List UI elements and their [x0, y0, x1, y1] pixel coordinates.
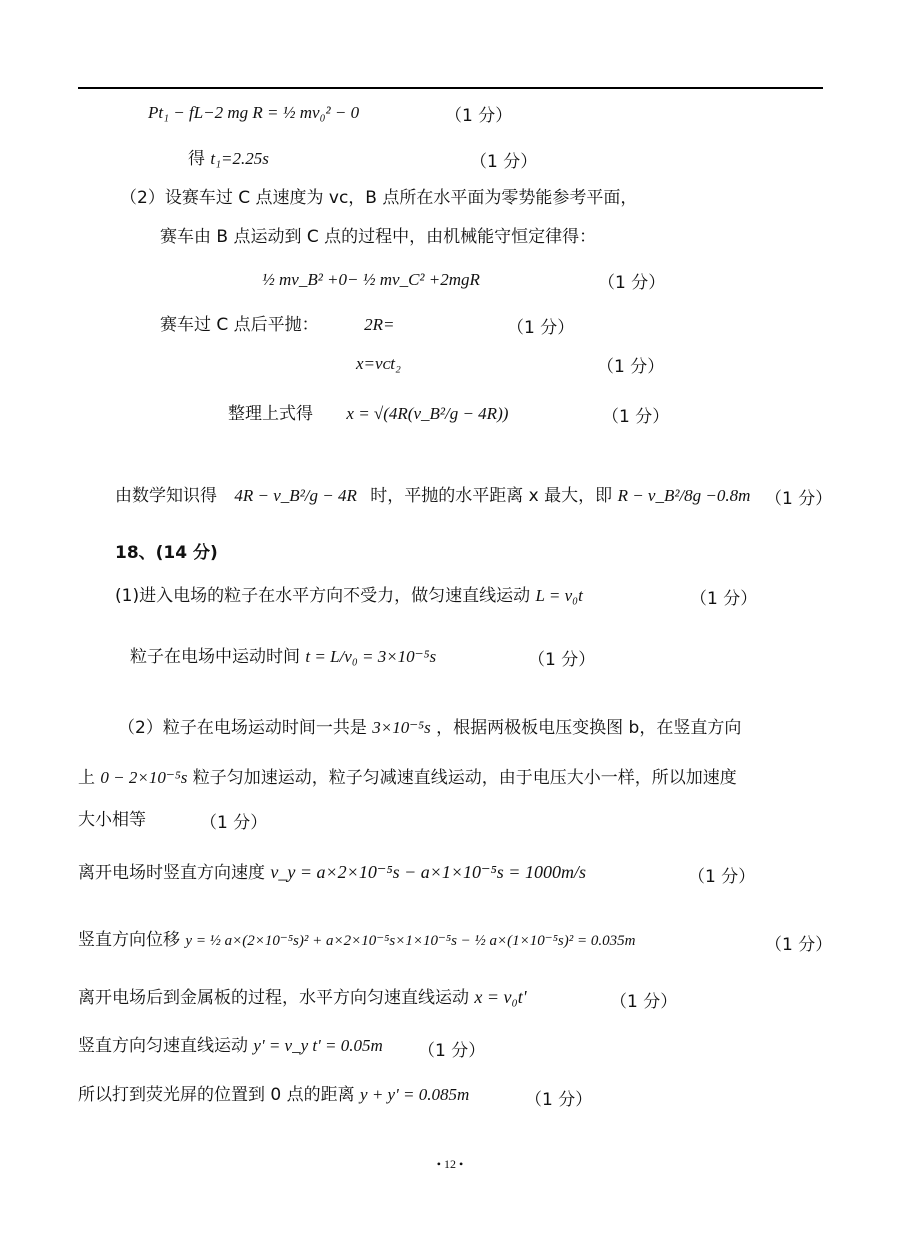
formula: L = v₀t: [535, 586, 583, 605]
formula: y = ½ a×(2×10⁻⁵s)² + a×2×10⁻⁵s×1×10⁻⁵s − ½ a×(1×10⁻⁵s)² = 0.035m: [185, 933, 636, 949]
formula: 3×10⁻⁵s: [372, 718, 431, 737]
formula: x = √(4R(v_B²/g − 4R)): [346, 404, 509, 423]
top-rule: [78, 87, 823, 89]
score-8: （1 分）: [690, 589, 758, 609]
projectile-line: 赛车过 C 点后平抛： 2R=: [160, 315, 395, 335]
score-7: （1 分）: [765, 489, 833, 509]
formula: t₁=2.25s: [210, 149, 269, 168]
score-3: （1 分）: [598, 273, 666, 293]
score-15: （1 分）: [525, 1090, 593, 1110]
score-12: （1 分）: [765, 935, 833, 955]
page-number: • 12 •: [436, 1157, 464, 1171]
score-4: （1 分）: [507, 318, 575, 338]
score-10: （1 分）: [200, 813, 268, 833]
score-5: （1 分）: [597, 357, 665, 377]
score-1: （1 分）: [445, 106, 513, 126]
vertical-displacement-line: 竖直方向位移 y = ½ a×(2×10⁻⁵s)² + a×2×10⁻⁵s×1×10⁻⁵s − ½ a×(1×10⁻⁵s)² = 0.035m: [78, 930, 636, 950]
formula: R − v_B²/8g −0.8m: [617, 486, 751, 505]
question-18-heading: 18、(14 分): [115, 543, 218, 563]
math-knowledge-line: 由数学知识得 4R − v_B²/g − 4R 时，平抛的水平距离 x 最大，即 R − v_B²/8g −0.8m: [115, 486, 751, 506]
formula: x = v₀t': [474, 987, 527, 1007]
formula: 2R=: [364, 315, 395, 334]
time-in-field-line: 粒子在电场中运动时间 t = L/v₀ = 3×10⁻⁵s: [130, 647, 437, 667]
equal-magnitude-line: 大小相等: [78, 810, 146, 830]
result-line-t1: 得 t₁=2.25s: [188, 149, 269, 169]
screen-distance-line: 所以打到荧光屏的位置到 0 点的距离 y + y' = 0.085m: [78, 1085, 470, 1105]
part-1-line: (1)进入电场的粒子在水平方向不受力，做匀速直线运动 L = v₀t: [115, 586, 583, 606]
formula: y' = v_y t' = 0.05m: [253, 1036, 383, 1055]
vertical-velocity-line: 离开电场时竖直方向速度 v_y = a×2×10⁻⁵s − a×1×10⁻⁵s = 1000m/s: [78, 862, 586, 883]
score-2: （1 分）: [470, 152, 538, 172]
formula: v_y = a×2×10⁻⁵s − a×1×10⁻⁵s = 1000m/s: [270, 862, 586, 882]
score-14: （1 分）: [418, 1041, 486, 1061]
formula-x: [356, 352, 401, 376]
formula: 4R − v_B²/g − 4R: [234, 486, 357, 505]
formula-line-1: [148, 101, 359, 125]
score-9: （1 分）: [528, 650, 596, 670]
formula: y + y' = 0.085m: [360, 1085, 470, 1104]
formula: x=vᴄt₂: [356, 354, 401, 373]
paragraph-2-intro: （2）设赛车过 C 点速度为 vᴄ，B 点所在水平面为零势能参考平面，: [120, 188, 638, 208]
formula: Pt₁ − fL−2 mg R = ½ mv₀² − 0: [148, 103, 360, 122]
part-2-line: （2）粒子在电场运动时间一共是 3×10⁻⁵s ，根据两极板电压变换图 b，在竖直方向: [118, 718, 742, 738]
score-11: （1 分）: [688, 867, 756, 887]
paragraph-2-energy: 赛车由 B 点运动到 C 点的过程中，由机械能守恒定律得：: [160, 227, 597, 247]
formula: 0 − 2×10⁻⁵s: [100, 768, 188, 787]
score-13: （1 分）: [610, 992, 678, 1012]
score-6: （1 分）: [602, 407, 670, 427]
after-field-vertical-line: 竖直方向匀速直线运动 y' = v_y t' = 0.05m: [78, 1036, 383, 1056]
simplify-line: 整理上式得 x = √(4R(v_B²/g − 4R)): [228, 404, 509, 424]
vertical-motion-line: 上 0 − 2×10⁻⁵s 粒子匀加速运动，粒子匀减速直线运动，由于电压大小一样，所以加速度: [78, 768, 737, 788]
formula-energy: [262, 268, 480, 292]
after-field-horizontal-line: 离开电场后到金属板的过程，水平方向匀速直线运动 x = v₀t': [78, 987, 527, 1008]
formula: ½ mv_B² +0− ½ mv_C² +2mgR: [262, 270, 480, 289]
formula: t = L/v₀ = 3×10⁻⁵s: [305, 647, 437, 666]
